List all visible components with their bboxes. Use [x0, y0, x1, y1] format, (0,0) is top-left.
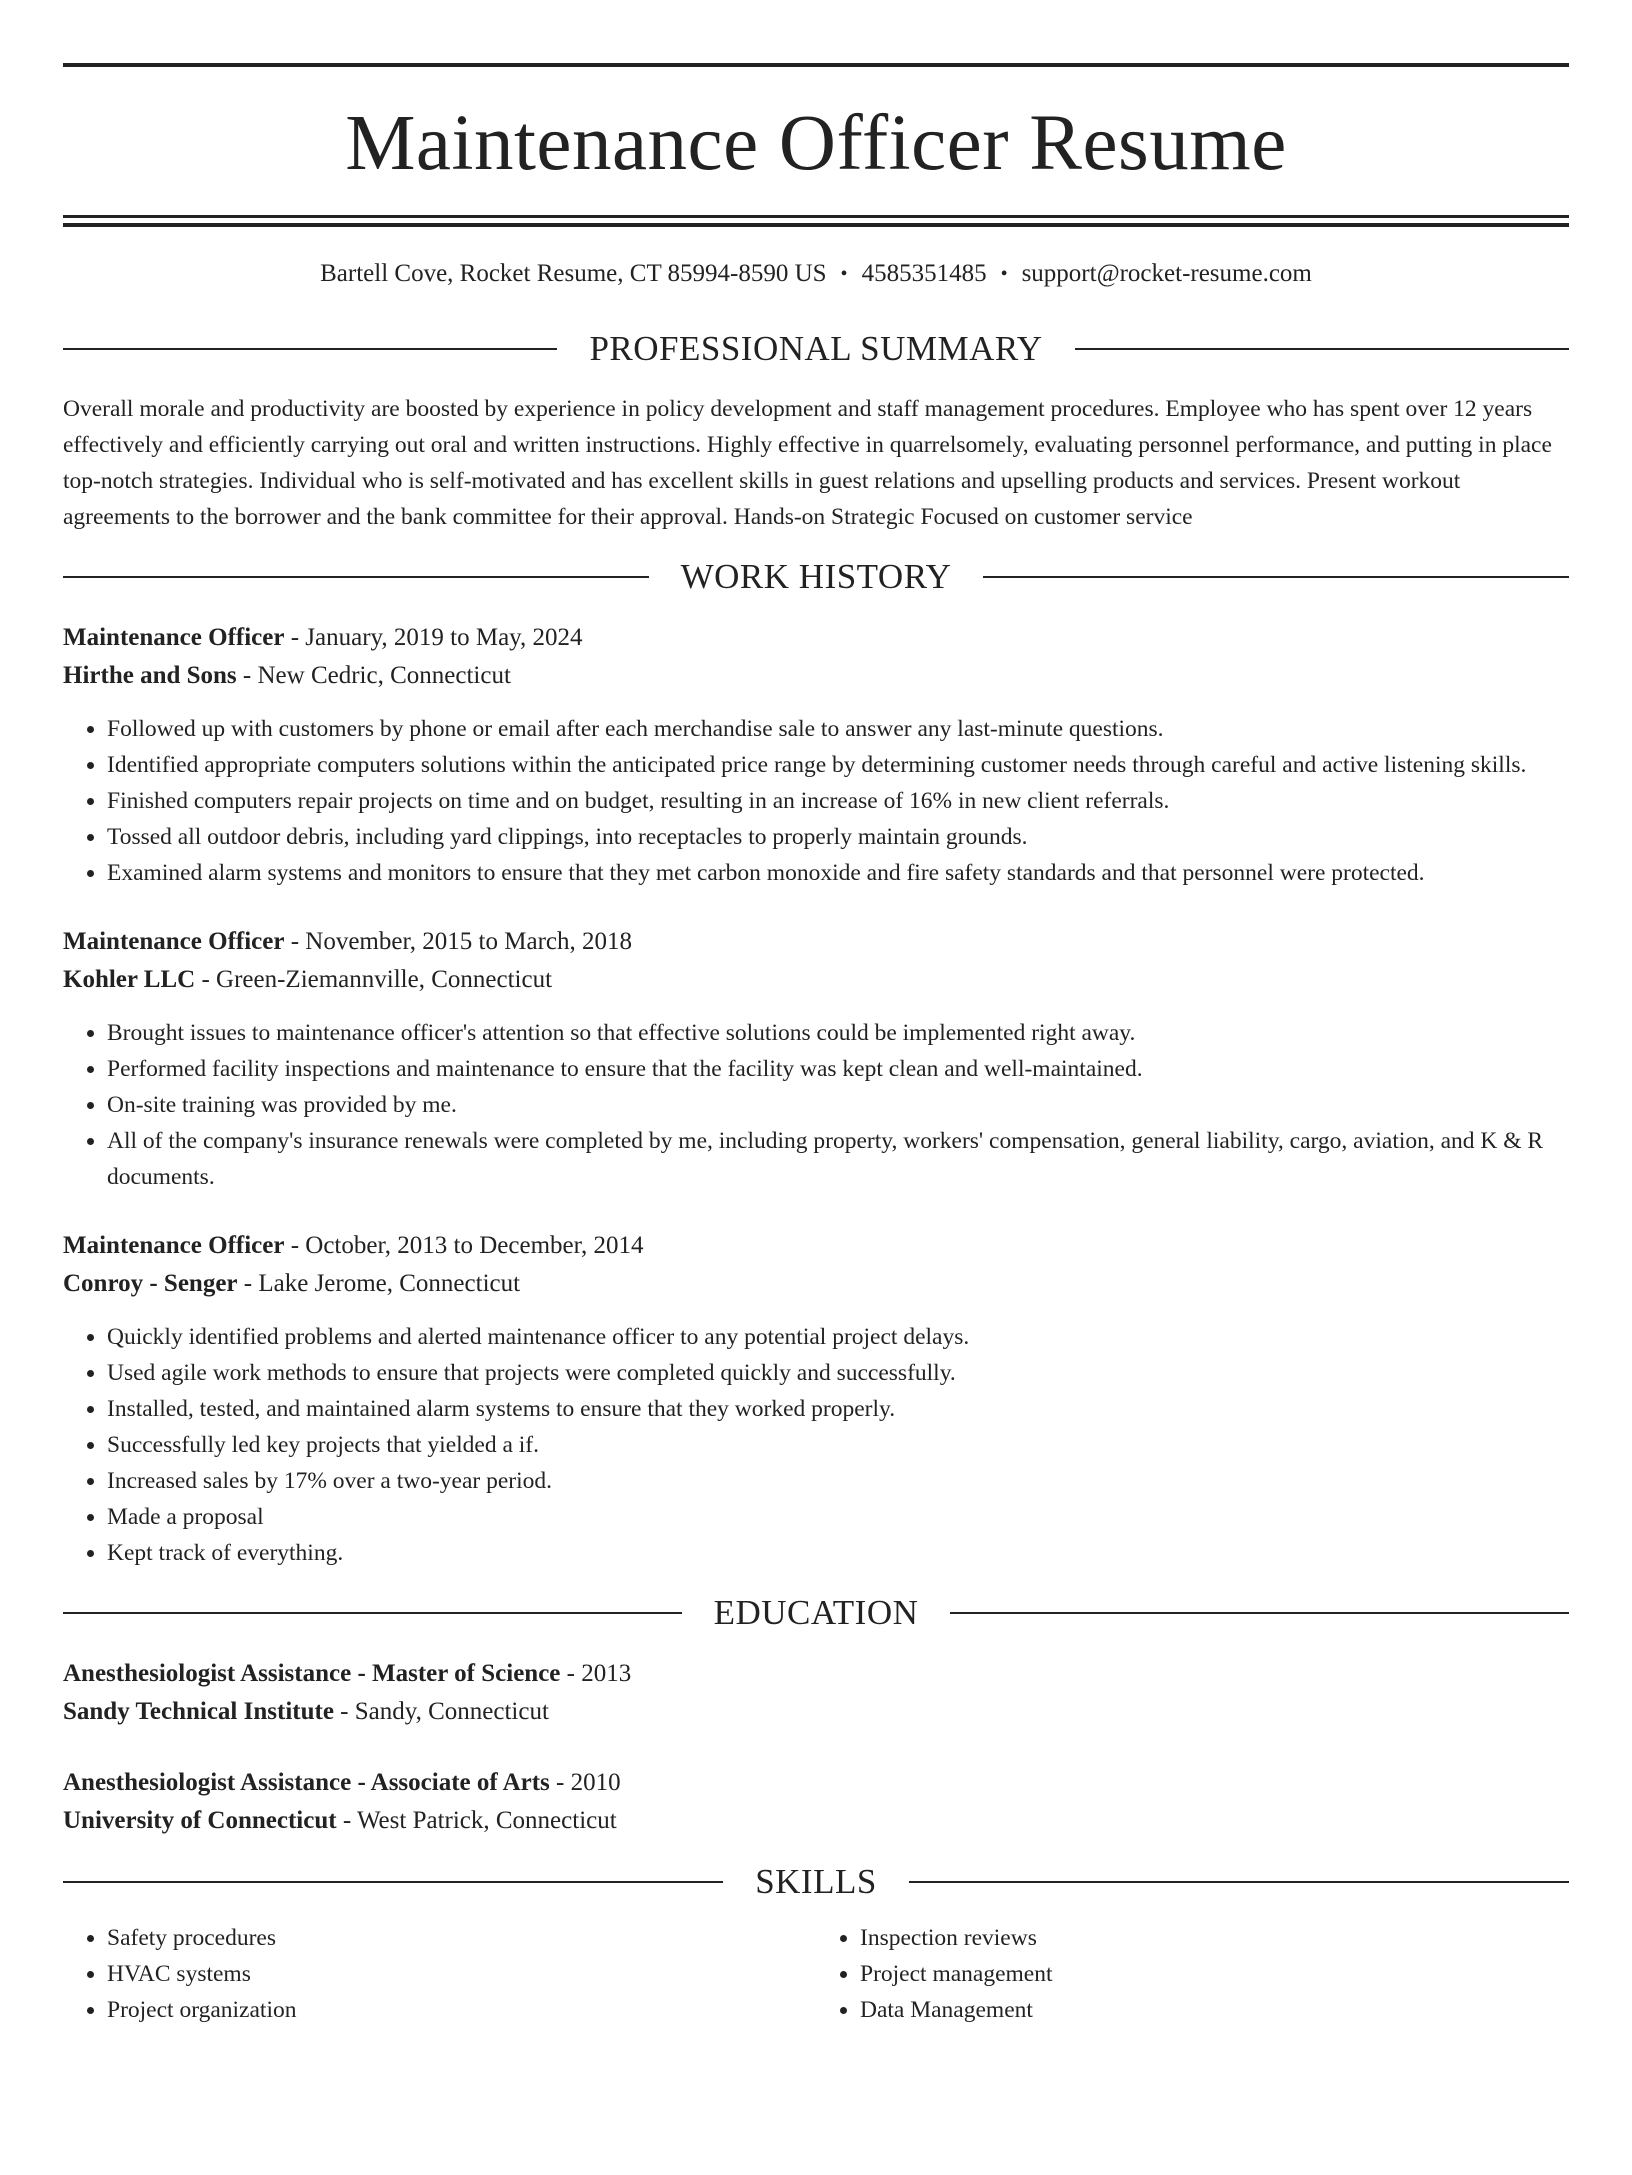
heading-rule: [63, 348, 557, 350]
education-degree: Anesthesiologist Assistance - Master of Science: [63, 1660, 561, 1687]
education-school: Sandy Technical Institute: [63, 1698, 334, 1725]
contact-phone: 4585351485: [861, 260, 987, 287]
job-dates: - January, 2019 to May, 2024: [284, 624, 583, 651]
summary-text: Overall morale and productivity are boosted by experience in policy development and staff management procedures. Employee who has spent over 12 years effectively and efficiently carrying out oral and written instructions. Highly effective in quarrelsomely, evaluating personnel performance, and putting in place top-notch strategies. Individual who is self-motivated and has excellent skills in guest relations and upselling products and services. Present workout agreements to the borrower and the bank committee for their approval. Hands-on Strategic Focused on customer service: [63, 396, 1552, 530]
list-item: • All of the company's insurance renewals were completed by me, including property, workers' compensation, general liability, cargo, aviation, and K & R documents.: [107, 1123, 1569, 1195]
education-location: - Sandy, Connecticut: [333, 1698, 549, 1725]
top-rule: [63, 63, 1569, 67]
list-item: • Performed facility inspections and maintenance to ensure that the facility was kept clean and well-maintained.: [107, 1051, 1569, 1087]
job-location: - Green-Ziemannville, Connecticut: [195, 966, 553, 993]
education-degree-line: [63, 1764, 1569, 1802]
job-title-line: [63, 1227, 1569, 1265]
heading-rule: [63, 1612, 682, 1614]
education-school-line: [63, 1693, 1569, 1731]
heading-rule: [1075, 348, 1569, 350]
list-item: • Examined alarm systems and monitors to ensure that they met carbon monoxide and fire safety standards and that personnel were protected.: [107, 855, 1569, 891]
education-entry: [63, 1655, 1569, 1731]
education-degree: Anesthesiologist Assistance - Associate of Arts: [63, 1769, 550, 1796]
title-double-rule: [63, 215, 1569, 227]
job-title: Maintenance Officer: [63, 624, 285, 651]
section-heading-label: SKILLS: [755, 1862, 877, 1901]
contact-line: [63, 259, 1569, 289]
heading-rule: [983, 576, 1569, 578]
job-dates: - October, 2013 to December, 2014: [284, 1232, 644, 1259]
skill-item: • Safety procedures: [107, 1920, 816, 1956]
heading-rule: [950, 1612, 1569, 1614]
heading-rule: [63, 1881, 723, 1883]
list-item: • Quickly identified problems and alerted maintenance officer to any potential project delays.: [107, 1319, 1569, 1355]
job-company: Hirthe and Sons: [63, 662, 237, 689]
resume-page: [0, 63, 1632, 2175]
list-item: • Tossed all outdoor debris, including yard clippings, into receptacles to properly maintain grounds.: [107, 819, 1569, 855]
section-heading-work: [63, 557, 1569, 597]
list-item: • Kept track of everything.: [107, 1535, 1569, 1571]
job-company-line: [63, 961, 1569, 999]
section-heading-summary: [63, 329, 1569, 369]
heading-rule: [909, 1881, 1569, 1883]
contact-address: Bartell Cove, Rocket Resume, CT 85994-8590 US: [320, 260, 827, 287]
job-title-line: [63, 619, 1569, 657]
education-entry: [63, 1764, 1569, 1840]
job-company-line: [63, 657, 1569, 695]
skills-columns: [63, 1920, 1569, 2028]
job-entry: [63, 619, 1569, 891]
section-heading-skills: [63, 1862, 1569, 1902]
list-item: • Brought issues to maintenance officer's attention so that effective solutions could be implemented right away.: [107, 1015, 1569, 1051]
job-entry: [63, 1227, 1569, 1571]
job-bullets: [63, 711, 1569, 891]
skill-item: • Data Management: [860, 1992, 1569, 2028]
education-year: - 2010: [549, 1769, 621, 1796]
education-year: - 2013: [560, 1660, 632, 1687]
list-item: • Successfully led key projects that yielded a if.: [107, 1427, 1569, 1463]
job-title: Maintenance Officer: [63, 1232, 285, 1259]
job-entry: [63, 923, 1569, 1195]
list-item: • Increased sales by 17% over a two-year period.: [107, 1463, 1569, 1499]
education-school-line: [63, 1802, 1569, 1840]
list-item: • Followed up with customers by phone or email after each merchandise sale to answer any last-minute questions.: [107, 711, 1569, 747]
list-item: • Installed, tested, and maintained alarm systems to ensure that they worked properly.: [107, 1391, 1569, 1427]
job-bullets: [63, 1015, 1569, 1195]
job-location: - Lake Jerome, Connecticut: [237, 1270, 521, 1297]
section-heading-label: WORK HISTORY: [680, 557, 952, 596]
job-company: Conroy - Senger: [63, 1270, 238, 1297]
list-item: • Used agile work methods to ensure that projects were completed quickly and successfully.: [107, 1355, 1569, 1391]
section-heading-label: PROFESSIONAL SUMMARY: [589, 329, 1043, 368]
contact-separator: •: [1000, 263, 1008, 285]
list-item: • Made a proposal: [107, 1499, 1569, 1535]
education-school: University of Connecticut: [63, 1807, 337, 1834]
job-title: Maintenance Officer: [63, 928, 285, 955]
job-location: - New Cedric, Connecticut: [236, 662, 511, 689]
contact-email: support@rocket-resume.com: [1021, 260, 1312, 287]
skill-item: • HVAC systems: [107, 1956, 816, 1992]
section-heading-label: EDUCATION: [713, 1593, 919, 1632]
skills-list-left: [63, 1920, 816, 2028]
section-heading-education: [63, 1593, 1569, 1633]
education-location: - West Patrick, Connecticut: [336, 1807, 617, 1834]
job-company-line: [63, 1265, 1569, 1303]
contact-separator: •: [840, 263, 848, 285]
heading-rule: [63, 576, 649, 578]
job-title-line: [63, 923, 1569, 961]
skill-item: • Project organization: [107, 1992, 816, 2028]
job-dates: - November, 2015 to March, 2018: [284, 928, 632, 955]
job-company: Kohler LLC: [63, 966, 196, 993]
resume-title: Maintenance Officer Resume: [345, 100, 1287, 187]
list-item: • Identified appropriate computers solutions within the anticipated price range by determining customer needs through careful and active listening skills.: [107, 747, 1569, 783]
list-item: • Finished computers repair projects on time and on budget, resulting in an increase of 16% in new client referrals.: [107, 783, 1569, 819]
job-bullets: [63, 1319, 1569, 1571]
education-degree-line: [63, 1655, 1569, 1693]
skills-list-right: [816, 1920, 1569, 2028]
skill-item: • Project management: [860, 1956, 1569, 1992]
list-item: • On-site training was provided by me.: [107, 1087, 1569, 1123]
skill-item: • Inspection reviews: [860, 1920, 1569, 1956]
